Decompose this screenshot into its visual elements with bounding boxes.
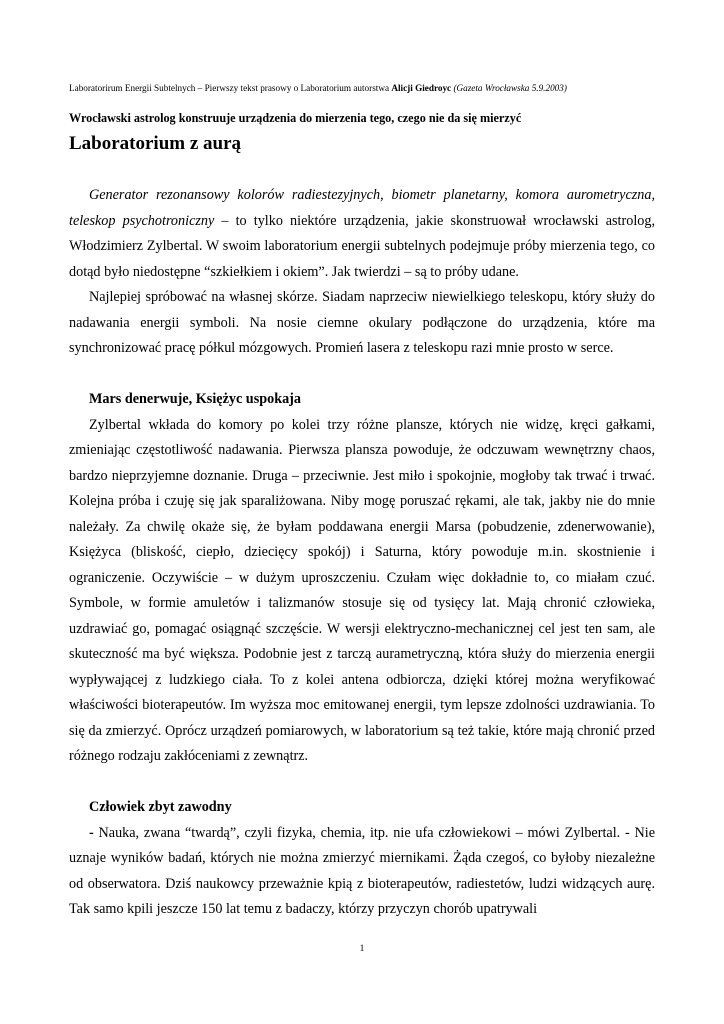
- intro-italic-text: Generator rezonansowy kolorów radiestezyjnych, biometr planetarny, komora aurometryczna, teleskop psychotroniczny: [69, 187, 655, 229]
- intro-text: – to tylko niektóre urządzenia, jakie skonstruował wrocławski astrolog, Włodzimierz Zylbertal. W swoim laboratorium energii subtelnych podejmuje próby mierzenia tego, co dotąd było niedostępne “szkiełkiem i okiem”. Jak twierdzi – są to próby udane.: [69, 212, 655, 280]
- section-heading-mars: Mars denerwuje, Księżyc uspokaja: [89, 391, 302, 407]
- page-number: 1: [359, 944, 365, 954]
- paragraph-4-text: Nauka, zwana “twardą”, czyli fizyka, chemia, itp. nie ufa człowiekowi – mówi Zylbertal. - Nie uznaje wyników badań, których nie można zmierzyć miernikami. Żąda czegoś, co byłoby niezależne od obserwatora. Dziś naukowcy przeważnie kpią z bioterapeutów, radiestetów, ludzi widzących aurę. Tak samo kpili jeszcze 150 lat temu z badaczy, którzy przyczyn chorób upatrywali: [69, 824, 655, 917]
- section-heading-czlowiek: Człowiek zbyt zawodny: [89, 799, 232, 815]
- header-author: Alicji Giedroyc: [391, 83, 452, 93]
- article-title: Laboratorium z aurą: [69, 133, 242, 154]
- paragraph-intro: [69, 183, 655, 285]
- article-subtitle: Wrocławski astrolog konstruuje urządzenia do mierzenia tego, czego nie da się mierzyć: [69, 111, 522, 125]
- running-header: [69, 82, 669, 94]
- paragraph-4: [69, 821, 655, 923]
- header-prefix: Laboratorirum Energii Subtelnych – Pierwszy tekst prasowy o Laboratorium autorstwa: [69, 83, 392, 93]
- paragraph-4-dash: -: [89, 824, 99, 841]
- header-source: (Gazeta Wrocławska 5.9.2003): [453, 83, 567, 93]
- paragraph-2: Najlepiej spróbować na własnej skórze. Siadam naprzeciw niewielkiego teleskopu, który służy do nadawania energii symboli. Na nosie ciemne okulary podłączone do urządzenia, które ma synchronizować pracę półkul mózgowych. Promień lasera z teleskopu razi mnie prosto w serce.: [69, 289, 655, 356]
- article-body: [69, 183, 655, 923]
- paragraph-3: Zylbertal wkłada do komory po kolei trzy różne plansze, których nie widzę, kręci gałkami, zmieniając częstotliwość nadawania. Pierwsza plansza powoduje, że odczuwam wewnętrzny chaos, bardzo nieprzyjemne doznanie. Druga – przeciwnie. Jest miło i spokojnie, mogłoby tak trwać i trwać. Kolejna próba i czuję się jak sparaliżowana. Niby mogę poruszać rękami, ale tak, jakby nie do mnie należały. Za chwilę okaże się, że byłam poddawana energii Marsa (pobudzenie, zdenerwowanie), Księżyca (bliskość, ciepło, dziecięcy spokój) i Saturna, który powoduje m.in. skostnienie i ograniczenie. Oczywiście – w dużym uproszczeniu. Czułam więc dokładnie to, co miałam czuć. Symbole, w formie amuletów i talizmanów stosuje się od tysięcy lat. Mają chronić człowieka, uzdrawiać go, pomagać osiągnąć szczęście. W wersji elektryczno-mechanicznej cel jest ten sam, ale skuteczność ma być większa. Podobnie jest z tarczą aurametryczną, która służy do mierzenia energii wypływającej z ludzkiego ciała. To z kolei antena odbiorcza, dzięki której można weryfikować właściwości bioterapeutów. Im wyższa moc emitowanej energii, tym lepsze zdolności uzdrawiania. To się da zmierzyć. Oprócz urządzeń pomiarowych, w laboratorium są też takie, które mają chronić przed różnego rodzaju zakłóceniami z zewnątrz.: [69, 416, 655, 764]
